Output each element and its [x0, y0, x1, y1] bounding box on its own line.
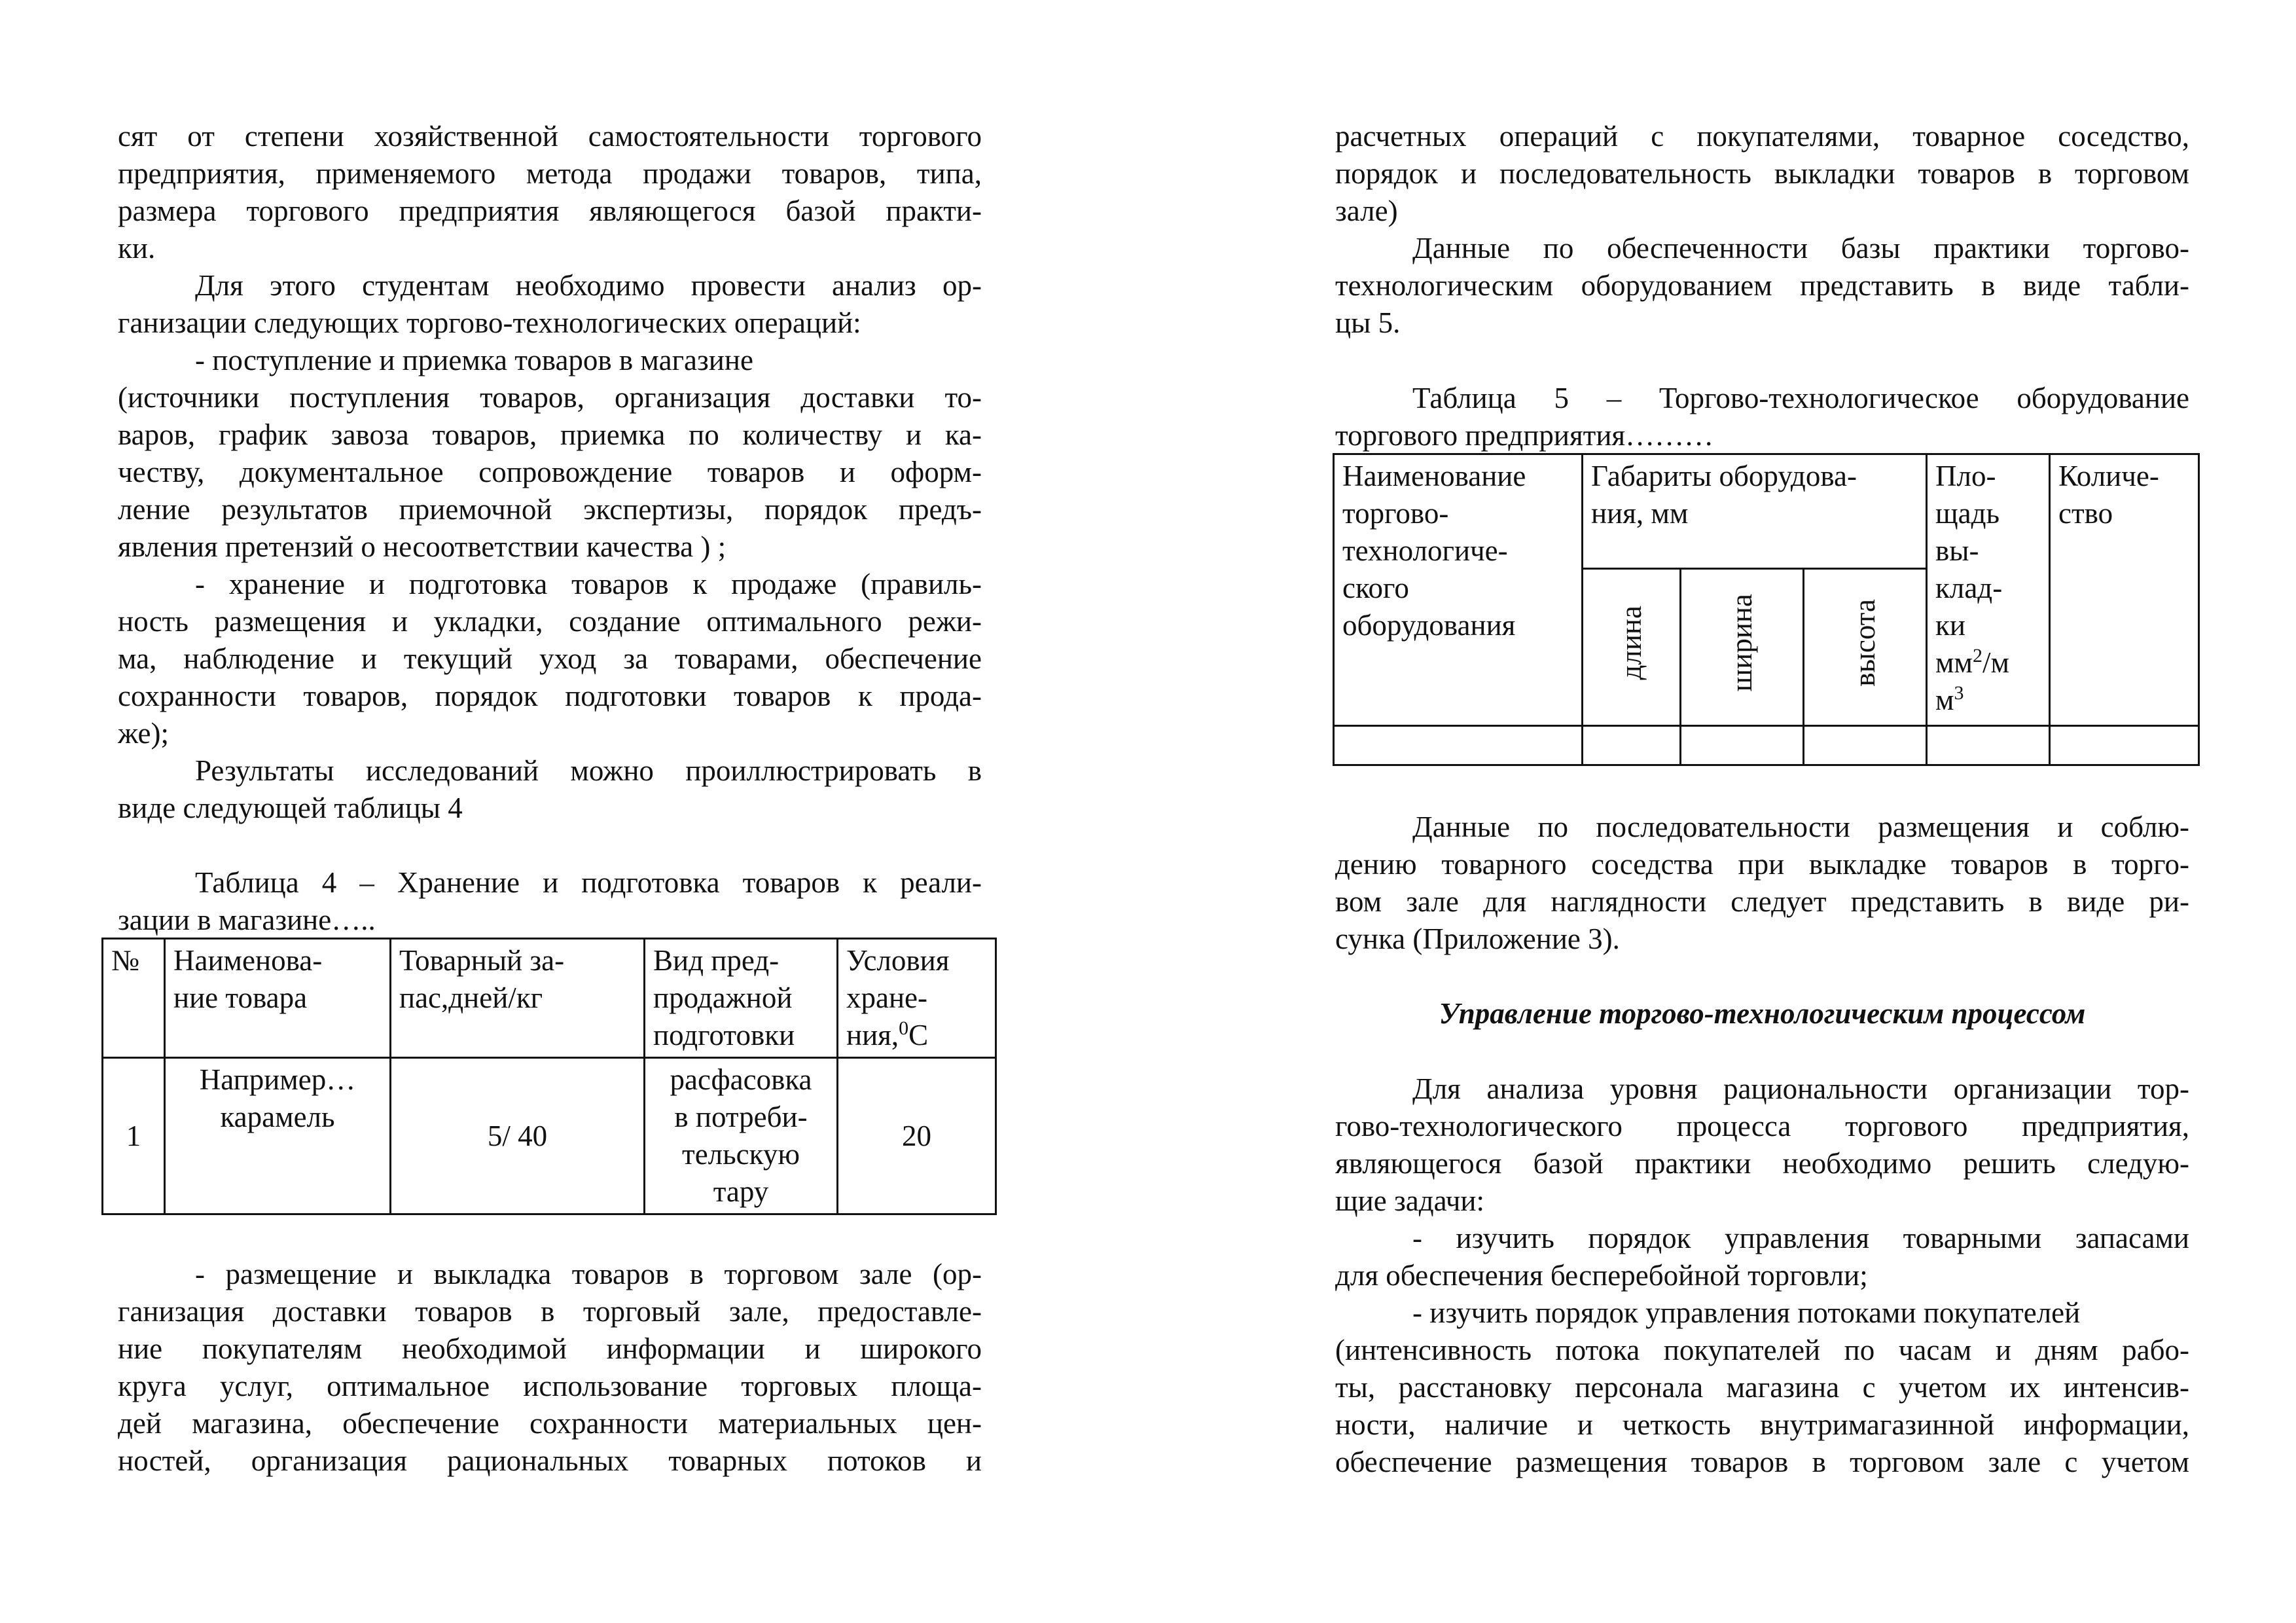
text-line: торгового предприятия………: [1335, 419, 1714, 452]
text-line: сохранности товаров, порядок подготовки товаров к прода-: [118, 680, 982, 712]
left-page: [111, 0, 982, 1623]
empty-cell: [1583, 726, 1681, 765]
text-line: предприятия, применяемого метода продажи товаров, типа,: [118, 157, 982, 190]
left-paragraph-6b: [118, 790, 982, 827]
table-row: [103, 1058, 996, 1214]
cell-storage-temp: 20: [838, 1058, 996, 1214]
right-paragraph-6: [1412, 1294, 2189, 1332]
cell-stock: 5/ 40: [391, 1058, 645, 1214]
section-heading: Управление торгово-технологическим процессом: [1439, 997, 2086, 1030]
left-paragraph-3: [195, 342, 982, 379]
text-line: ность размещения и укладки, создание оптимального режи-: [118, 605, 982, 638]
right-page: [1335, 0, 2189, 1623]
text-line: зации в магазине…..: [118, 903, 376, 936]
text-line: цы 5.: [1335, 306, 1401, 339]
text-line: Для анализа уровня рациональности организации тор-: [1412, 1072, 2189, 1105]
table-header-row: [103, 939, 996, 1058]
table-header-row: [1334, 454, 2199, 569]
text-line: Данные по последовательности размещения и соблю-: [1412, 811, 2189, 843]
header-quantity: Количе- ство: [2050, 454, 2199, 726]
text-line: Таблица 4 – Хранение и подготовка товаров к реали-: [195, 866, 982, 899]
table-5: [1333, 453, 2200, 766]
text-line: варов, график завоза товаров, приемка по количеству и ка-: [118, 418, 982, 451]
header-width: ширина: [1681, 569, 1804, 726]
left-paragraph-1: [118, 118, 982, 267]
empty-cell: [1334, 726, 1583, 765]
left-paragraph-2b: [118, 304, 982, 342]
empty-cell: [1681, 726, 1804, 765]
empty-cell: [1927, 726, 2050, 765]
text-line: вом зале для наглядности следует представить в виде ри-: [1335, 885, 2189, 918]
empty-cell: [1804, 726, 1927, 765]
text-line: явления претензий о несоответствии качества ) ;: [118, 530, 726, 563]
header-height: высота: [1804, 569, 1927, 726]
header-storage-conditions: Условия хране- ния,$^0$С: [838, 939, 996, 1058]
header-number: №: [103, 939, 165, 1058]
text-line: ности, наличие и четкость внутримагазинной информации,: [1335, 1408, 2189, 1441]
text-line: ганизации следующих торгово-технологических операций:: [118, 306, 861, 339]
empty-cell: [2050, 726, 2199, 765]
header-preparation: Вид пред- продажной подготовки: [645, 939, 838, 1058]
text-line: честву, документальное сопровождение товаров и оформ-: [118, 456, 982, 488]
right-paragraph-2b: [1335, 267, 2189, 342]
text-line: дей магазина, обеспечение сохранности материальных цен-: [118, 1407, 982, 1440]
text-line: порядок и последовательность выкладки товаров в торговом: [1335, 157, 2189, 190]
table4-caption-b: [118, 902, 982, 939]
text-line: технологическим оборудованием представить в виде табли-: [1335, 269, 2189, 302]
right-paragraph-4a: [1412, 1070, 2189, 1108]
text-line: сят от степени хозяйственной самостоятельности торгового: [118, 120, 982, 153]
right-paragraph-7: [1335, 1332, 2189, 1481]
right-paragraph-2a: [1412, 230, 2189, 267]
left-paragraph-7b: [118, 1293, 982, 1480]
header-dimensions: Габариты оборудова- ния, мм: [1583, 454, 1927, 569]
header-equipment-name: Наименование торгово- технологиче- ского оборудования: [1334, 454, 1583, 726]
text-line: ма, наблюдение и текущий уход за товарами, обеспечение: [118, 642, 982, 675]
table5-caption-a: [1412, 380, 2189, 417]
text-line: ганизация доставки товаров в торговый зале, предоставле-: [118, 1295, 982, 1328]
text-line: размера торгового предприятия являющегося базой практи-: [118, 194, 982, 227]
right-paragraph-3b: [1335, 846, 2189, 958]
right-paragraph-5a: [1412, 1220, 2189, 1257]
text-line: - хранение и подготовка товаров к продаже (правиль-: [195, 568, 982, 600]
cell-preparation: расфасовка в потреби- тельскую тару: [645, 1058, 838, 1214]
cell-product-name: Например… карамель: [165, 1058, 391, 1214]
text-line: - размещение и выкладка товаров в торговом зале (ор-: [195, 1258, 982, 1290]
text-line: дению товарного соседства при выкладке товаров в торго-: [1335, 848, 2189, 881]
text-line: гово-технологического процесса торгового предприятия,: [1335, 1110, 2189, 1142]
text-line: (интенсивность потока покупателей по часам и дням рабо-: [1335, 1334, 2189, 1366]
text-line: щие задачи:: [1335, 1184, 1484, 1217]
cell-number: 1: [103, 1058, 165, 1214]
text-line: - изучить порядок управления потоками покупателей: [1412, 1296, 2081, 1329]
table-4: [101, 938, 997, 1215]
text-line: для обеспечения бесперебойной торговли;: [1335, 1259, 1868, 1292]
table5-caption-b: [1335, 417, 2189, 454]
text-line: виде следующей таблицы 4: [118, 792, 463, 824]
text-line: расчетных операций с покупателями, товарное соседство,: [1335, 120, 2189, 153]
text-line: зале): [1335, 194, 1398, 227]
text-line: обеспечение размещения товаров в торговом зале с учетом: [1335, 1446, 2189, 1478]
header-stock: Товарный за- пас,дней/кг: [391, 939, 645, 1058]
left-paragraph-7a: [195, 1256, 982, 1293]
text-line: Результаты исследований можно проиллюстрировать в: [195, 754, 982, 787]
text-line: (источники поступления товаров, организация доставки то-: [118, 381, 982, 414]
text-line: - поступление и приемка товаров в магазине: [195, 344, 753, 376]
text-line: являющегося базой практики необходимо решить следую-: [1335, 1147, 2189, 1180]
left-paragraph-4: [118, 379, 982, 566]
header-display-area: Пло- щадь вы- клад- ки $мм^2/м$ $м^3$: [1927, 454, 2050, 726]
right-paragraph-4b: [1335, 1108, 2189, 1220]
text-line: ты, расстановку персонала магазина с учетом их интенсив-: [1335, 1371, 2189, 1404]
text-line: - изучить порядок управления товарными запасами: [1412, 1222, 2189, 1254]
table4-caption-a: [195, 864, 982, 902]
text-line: Таблица 5 – Торгово-технологическое оборудование: [1412, 382, 2189, 414]
text-line: круга услуг, оптимальное использование торговых площа-: [118, 1370, 982, 1402]
header-length: длина: [1583, 569, 1681, 726]
left-paragraph-2: [195, 267, 982, 304]
right-paragraph-3a: [1412, 809, 2189, 846]
text-line: ние покупателям необходимой информации и широкого: [118, 1332, 982, 1365]
text-line: сунка (Приложение 3).: [1335, 922, 1620, 955]
right-paragraph-5b: [1335, 1257, 2189, 1294]
text-line: ностей, организация рациональных товарных потоков и: [118, 1444, 982, 1477]
left-paragraph-5b: [118, 603, 982, 752]
text-line: ки.: [118, 232, 156, 264]
right-paragraph-1: [1335, 118, 2189, 230]
table-row: [1334, 726, 2199, 765]
text-line: Данные по обеспеченности базы практики торгово-: [1412, 232, 2189, 264]
left-paragraph-5a: [195, 566, 982, 603]
text-line: Для этого студентам необходимо провести анализ ор-: [195, 269, 982, 302]
text-line: же);: [118, 717, 169, 750]
header-product-name: Наименова- ние товара: [165, 939, 391, 1058]
text-line: ление результатов приемочной экспертизы, порядок предъ-: [118, 493, 982, 526]
left-paragraph-6a: [195, 752, 982, 790]
